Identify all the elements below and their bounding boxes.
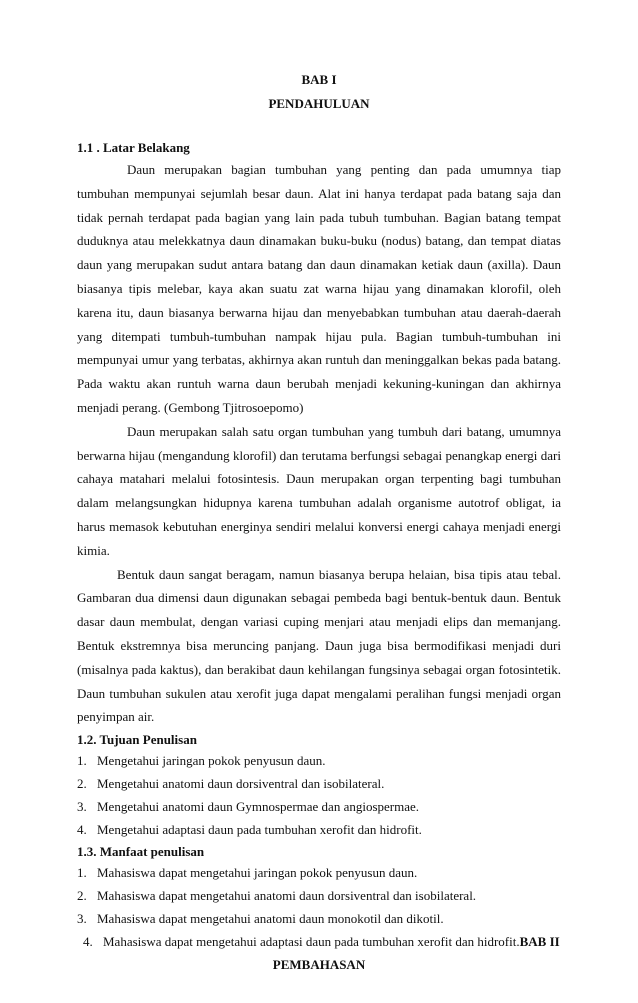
paragraph-1: Daun merupakan bagian tumbuhan yang penting dan pada umumnya tiap tumbuhan mempunyai sejumlah besar daun. Alat ini hanya terdapat pada batang saja dan tidak pernah terdapat pada bagian yang lain pada tubuh tumbuhan. Bagian batang tempat duduknya atau melekkatnya daun dinamakan buku-buku (nodus) batang, dan tempat diatas daun yang merupakan sudut antara batang dan daun dinamakan ketiak daun (axilla). Daun biasanya tipis melebar, kaya akan suatu zat warna hijau yang dinamakan klorofil, oleh karena itu, daun biasanya berwarna hijau dan menyebabkan tumbuhan atau daerah-daerah yang ditempati tumbuh-tumbuhan nampak hijau pula. Bagian tumbuh-tumbuhan ini mempunyai umur yang terbatas, akhirnya akan runtuh dan meninggalkan bekas pada batang. Pada waktu akan runtuh warna daun berubah menjadi kekuning-kuningan dan akhirnya menjadi perang. (Gembong Tjitrosoepomo)	[77, 162, 561, 415]
section-heading-latar-belakang: 1.1 . Latar Belakang	[77, 140, 190, 155]
list-text: Mahasiswa dapat mengetahui jaringan pokok penyusun daun.	[97, 865, 418, 881]
list-number: 1.	[77, 865, 87, 881]
list-item	[77, 773, 561, 796]
list-number: 2.	[77, 888, 87, 904]
list-text: Mahasiswa dapat mengetahui anatomi daun dorsiventral dan isobilateral.	[97, 888, 477, 904]
list-item	[77, 862, 561, 885]
list-text: Mahasiswa dapat mengetahui anatomi daun monokotil dan dikotil.	[97, 910, 444, 926]
list-text: Mengetahui jaringan pokok penyusun daun.	[97, 753, 326, 769]
list-text: Mengetahui anatomi daun dorsiventral dan isobilateral.	[97, 775, 385, 791]
list-text: Mengetahui adaptasi daun pada tumbuhan xerofit dan hidrofit.	[97, 821, 422, 837]
list-number: 1.	[77, 753, 87, 769]
document-content	[77, 70, 561, 976]
paragraph-3: Bentuk daun sangat beragam, namun biasanya berupa helaian, bisa tipis atau tebal. Gambaran dua dimensi daun digunakan sebagai pembeda bagi bentuk-bentuk daun. Bentuk dasar daun membulat, dengan variasi cuping menjari atau menjadi elips dan memanjang. Bentuk ekstremnya bisa meruncing panjang. Daun juga bisa bermodifikasi menjadi duri (misalnya pada kaktus), dan berakibat daun kehilangan fungsinya sebagai organ fotosintetik. Daun tumbuhan sukulen atau xerofit juga dapat mengalami peralihan fungsi menjadi organ penyimpan air.	[77, 566, 561, 725]
tujuan-list	[77, 750, 561, 841]
list-number: 4.	[77, 821, 87, 837]
list-item	[77, 931, 561, 954]
next-chapter-label: BAB II	[519, 933, 560, 949]
list-number: 3.	[77, 910, 87, 926]
list-item	[77, 819, 561, 842]
manfaat-list	[77, 862, 561, 953]
chapter-label: BAB I	[301, 72, 337, 87]
list-item	[77, 885, 561, 908]
list-text: Mahasiswa dapat mengetahui adaptasi daun pada tumbuhan xerofit dan hidrofit.	[103, 933, 520, 949]
list-number: 2.	[77, 775, 87, 791]
section-heading-tujuan: 1.2. Tujuan Penulisan	[77, 732, 197, 748]
chapter-title: PENDAHULUAN	[268, 96, 370, 111]
section-heading-manfaat: 1.3. Manfaat penulisan	[77, 844, 205, 860]
chapter-2-title: PEMBAHASAN	[272, 956, 366, 972]
list-item	[77, 750, 561, 773]
list-number: 3.	[77, 798, 87, 814]
list-item	[77, 796, 561, 819]
list-number: 4.	[83, 933, 93, 949]
list-item	[77, 908, 561, 931]
list-text: Mengetahui anatomi daun Gymnospermae dan angiospermae.	[97, 798, 420, 814]
paragraph-2: Daun merupakan salah satu organ tumbuhan yang tumbuh dari batang, umumnya berwarna hijau (mengandung klorofil) dan terutama berfungsi sebagai penangkap energi dari cahaya matahari melalui fotosintesis. Daun merupakan organ terpenting bagi tumbuhan dalam melangsungkan hidupnya karena tumbuhan adalah organisme autotrof obligat, ia harus memasok kebutuhan energinya sendiri melalui konversi energi cahaya menjadi energi kimia.	[77, 423, 561, 558]
